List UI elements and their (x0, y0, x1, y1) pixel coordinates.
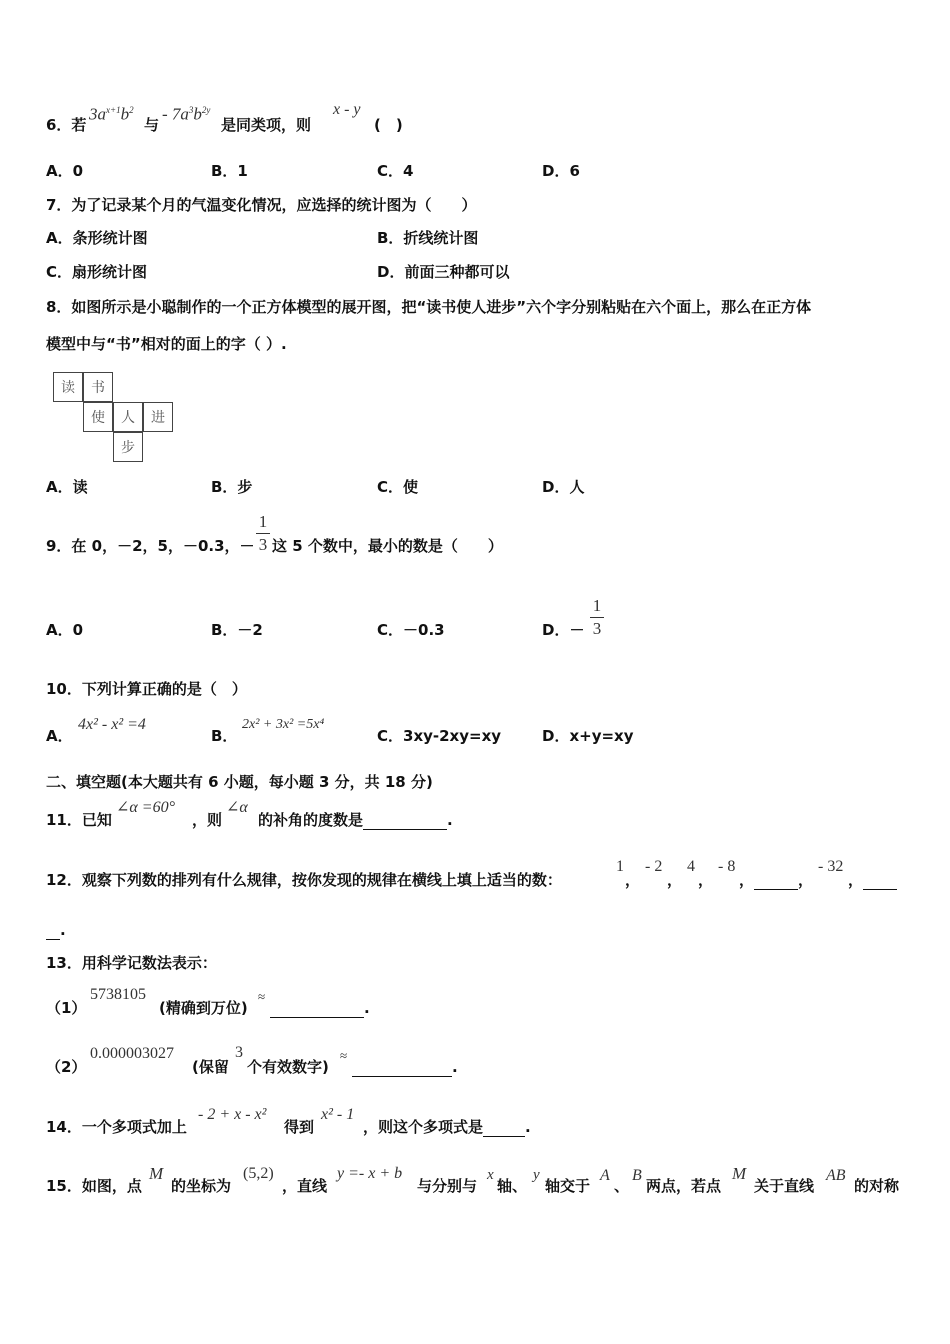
q12-sep-2: ， (667, 871, 683, 889)
q6-option-a: A．0 (46, 162, 84, 180)
q15-t5: 轴交于 (545, 1177, 591, 1195)
q6-option-b: B．1 (211, 162, 248, 180)
q10-stem: 10．下列计算正确的是（ ） (46, 680, 247, 698)
q11-label: 11．已知 (46, 811, 112, 829)
q13-part2-note-b: 个有效数字) (247, 1058, 329, 1076)
q11-mid: ，则 (192, 811, 223, 829)
q12-stem: 12．观察下列数的排列有什么规律，按你发现的规律在横线上填上适当的数： (46, 871, 562, 889)
q7-stem: 7．为了记录某个月的气温变化情况，应选择的统计图为（ ） (46, 196, 477, 214)
q13-part2-label: （2） (46, 1058, 87, 1076)
q15-t9: 的对称 (854, 1177, 900, 1195)
q12-seq-2: - 2 (645, 858, 663, 875)
q15-t6: 、 (614, 1177, 630, 1195)
q6-expr3: x - y (333, 101, 361, 118)
q15-t1: 的坐标为 (171, 1177, 232, 1195)
q12-blank-1: ， ， (739, 871, 814, 889)
q15-t8: 关于直线 (754, 1177, 815, 1195)
net-cell-jin: 进 (143, 402, 173, 432)
q8-option-c: C．使 (377, 478, 419, 496)
q11-expr2: ∠α (226, 799, 248, 816)
q15-x: x (487, 1167, 494, 1183)
q13-part2-blank: . (352, 1057, 458, 1077)
net-cell-shu: 书 (83, 372, 113, 402)
q12-seq-3: 4 (687, 858, 695, 875)
q6-expr1: $3a^{x+1}b^2$ (89, 104, 134, 124)
q15-point-m: M (149, 1164, 164, 1183)
q13-part1-number: 5738105 (90, 986, 146, 1003)
q15-ab: AB (826, 1167, 846, 1184)
q14-tail: ，则这个多项式是 . (363, 1118, 531, 1136)
q9-option-d-fraction: 1 3 (590, 596, 604, 639)
q13-part2-number: 0.000003027 (90, 1045, 174, 1062)
q15-t2: ，直线 (282, 1177, 328, 1195)
q13-part1-approx: ≈ (258, 989, 266, 1004)
q13-stem: 13．用科学记数法表示： (46, 954, 217, 972)
q12-seq-4: - 8 (718, 858, 736, 875)
q6-label: 6．若 (46, 116, 87, 134)
q15-point-a: A (600, 1167, 610, 1184)
q14-expr1: - 2 + x - x² (198, 1106, 267, 1123)
q12-sep-1: ， (625, 871, 641, 889)
q15-point-m2: M (732, 1164, 747, 1183)
q6-mid: 与 (144, 116, 160, 134)
section-2-heading: 二、填空题(本大题共有 6 小题，每小题 3 分，共 18 分) (46, 773, 433, 791)
q12-seq-1: 1 (616, 858, 624, 875)
q14-label: 14．一个多项式加上 (46, 1118, 187, 1136)
q14-mid: 得到 (284, 1118, 315, 1136)
q13-part2-note-a: (保留 (192, 1058, 229, 1076)
q13-part2-three: 3 (235, 1044, 243, 1061)
q11-tail: 的补角的度数是 . (258, 811, 453, 829)
q15-coord: (5,2) (243, 1165, 274, 1182)
q6-option-c: C．4 (377, 162, 414, 180)
q14-expr2: x² - 1 (321, 1106, 355, 1123)
q15-t3: 与分别与 (417, 1177, 478, 1195)
q15-y: y (533, 1167, 540, 1183)
q15-label: 15．如图，点 (46, 1177, 142, 1195)
q9-option-c: C．－0.3 (377, 621, 445, 639)
q9-stem-a: 9．在 0，－2，5，－0.3，－ (46, 537, 255, 555)
q15-point-b: B (632, 1167, 642, 1184)
q12-blank-2-cont: . (46, 920, 66, 940)
q6-text2: 是同类项，则 (221, 116, 312, 134)
q10-option-a-label: A． (46, 727, 73, 745)
q8-option-d: D．人 (542, 478, 585, 496)
q15-line-eq: y =- x + b (337, 1165, 403, 1182)
q6-option-d: D．6 (542, 162, 580, 180)
q13-part1-blank: . (270, 998, 370, 1018)
q10-option-a-expr: 4x² - x² =4 (78, 716, 146, 733)
q15-t4: 轴、 (497, 1177, 528, 1195)
q10-option-d: D．x+y=xy (542, 727, 634, 745)
q15-t7: 两点，若点 (646, 1177, 722, 1195)
q10-option-b-expr: 2x² + 3x² =5x⁴ (242, 717, 325, 732)
q13-part1-note: (精确到万位) (159, 999, 248, 1017)
q12-seq-5: - 32 (818, 858, 844, 875)
q9-option-a: A．0 (46, 621, 84, 639)
q9-option-b: B．－2 (211, 621, 263, 639)
q8-option-a: A．读 (46, 478, 88, 496)
q8-option-b: B．步 (211, 478, 253, 496)
q9-stem-b: 这 5 个数中，最小的数是（ ） (272, 537, 503, 555)
q13-part1-label: （1） (46, 999, 87, 1017)
net-cell-ren: 人 (113, 402, 143, 432)
q10-option-c: C．3xy-2xy=xy (377, 727, 502, 745)
net-cell-du: 读 (53, 372, 83, 402)
q6-expr2: - $7a^3b^{2y}$ (162, 104, 211, 124)
q7-option-b: B．折线统计图 (377, 229, 479, 247)
q9-fraction: 1 3 (256, 512, 270, 555)
q8-stem-line1: 8．如图所示是小聪制作的一个正方体模型的展开图，把“读书使人进步”六个字分别粘贴在六个面上，那么在正方体 (46, 298, 812, 316)
q7-option-a: A．条形统计图 (46, 229, 148, 247)
q7-option-c: C．扇形统计图 (46, 263, 148, 281)
q6-paren: ( ) (374, 116, 403, 134)
q11-expr1: ∠α =60° (116, 799, 175, 816)
q12-blank-2: ， (848, 870, 897, 890)
q9-option-d: D．－ (542, 621, 585, 639)
q8-stem-line2: 模型中与“书”相对的面上的字（ ）. (46, 335, 287, 353)
q12-sep-3: ， (698, 871, 714, 889)
q10-option-b-label: B． (211, 727, 238, 745)
q7-option-d: D．前面三种都可以 (377, 263, 510, 281)
net-cell-bu: 步 (113, 432, 143, 462)
q13-part2-approx: ≈ (340, 1048, 348, 1063)
net-cell-shi: 使 (83, 402, 113, 432)
